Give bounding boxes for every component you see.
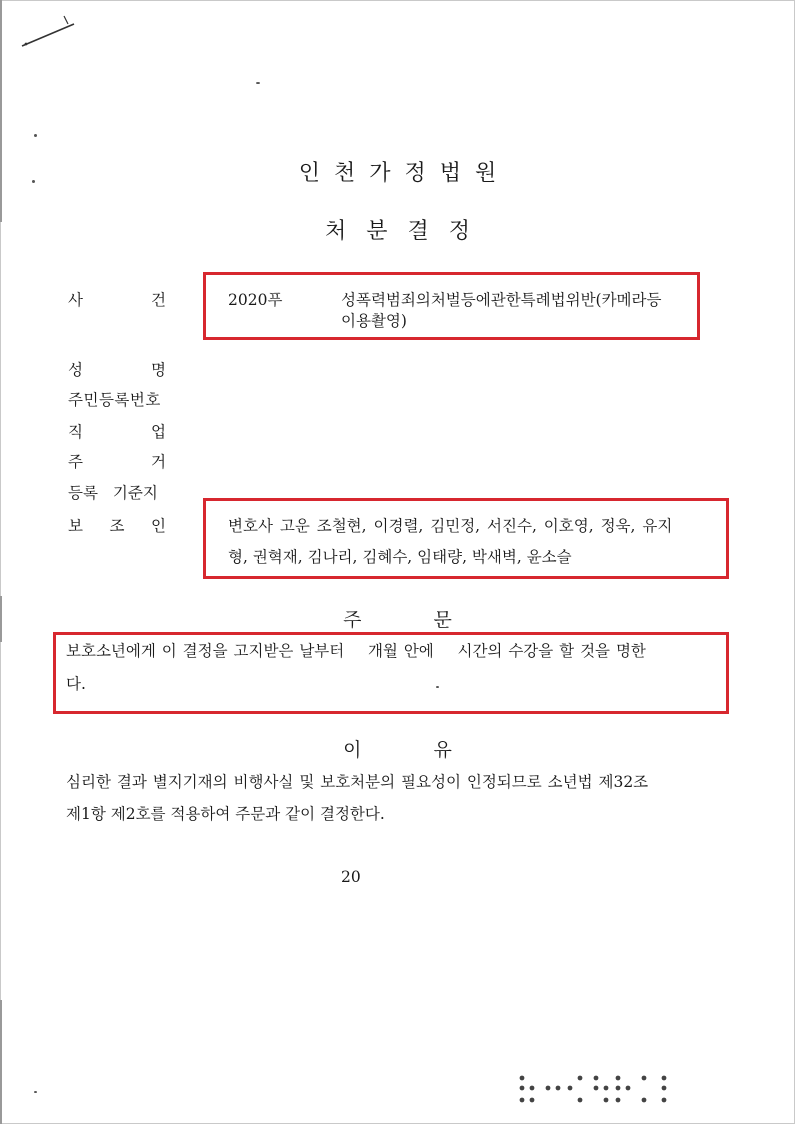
scan-edge-line-bottom: [0, 1000, 2, 1124]
scan-speck: [34, 1091, 37, 1093]
registered-domicile-label: 등록 기준지: [68, 484, 158, 502]
assistant-line2: 형, 권혁재, 김나리, 김혜수, 임태량, 박새벽, 윤소슬: [228, 548, 572, 566]
reason-heading: [0, 735, 795, 762]
scan-edge-line-top: [0, 0, 2, 222]
order-line1: 보호소년에게 이 결정을 고지받은 날부터 개월 안에 시간의 수강을 할 것을 명한: [66, 642, 646, 660]
scan-speck: [34, 134, 37, 137]
assistant-label: 보 조 인: [68, 517, 166, 535]
braille-dot-mark: [518, 1072, 678, 1112]
order-heading: [0, 605, 795, 632]
order-heading-char2: 문: [433, 609, 452, 631]
reason-heading-char1: 이: [343, 739, 362, 761]
name-label: 성 명: [68, 361, 166, 379]
reason-heading-char2: 유: [433, 739, 452, 761]
case-number: 2020푸: [228, 291, 283, 309]
assistant-line1: 변호사 고운 조철현, 이경렬, 김민정, 서진수, 이호영, 정욱, 유지: [228, 517, 673, 535]
court-name: 인천가정법원: [298, 161, 511, 186]
scan-speck: [256, 82, 260, 84]
occupation-label: 직 업: [68, 423, 166, 441]
order-heading-char1: 주: [343, 609, 362, 631]
address-label: 주 거: [68, 453, 166, 471]
case-label: 사 건: [68, 291, 166, 309]
document-title: 처분결정: [324, 219, 490, 244]
order-line2: 다.: [66, 675, 86, 693]
case-name-line1: 성폭력범죄의처벌등에관한특례법위반(카메라등: [341, 291, 662, 309]
reason-line1: 심리한 결과 별지기재의 비행사실 및 보호처분의 필요성이 인정되므로 소년법 제32조: [66, 773, 649, 791]
resident-number-label: 주민등록번호: [68, 391, 161, 409]
pen-mark: [18, 14, 78, 54]
reason-line2: 제1항 제2호를 적용하여 주문과 같이 결정한다.: [66, 805, 385, 823]
case-name-line2: 이용촬영): [341, 312, 407, 330]
page-number: 20: [341, 868, 361, 886]
